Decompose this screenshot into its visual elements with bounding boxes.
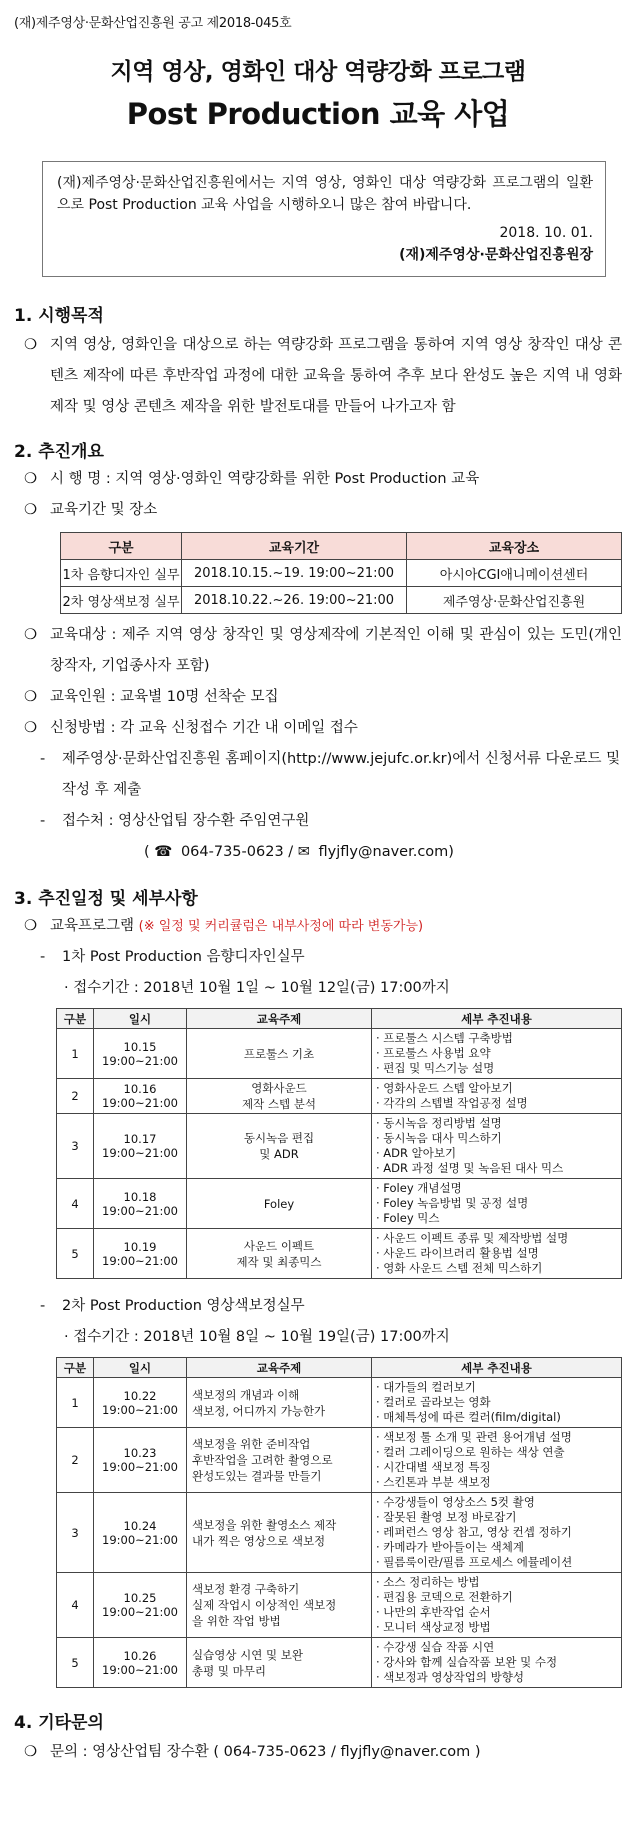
row-details xyxy=(372,1428,622,1493)
row-topic xyxy=(187,1493,372,1573)
row-time: 19:00~21:00 xyxy=(102,1532,178,1547)
detail-line: · 컬러로 골라보는 영화 xyxy=(376,1395,491,1409)
table-cell: 2018.10.22.~26. 19:00~21:00 xyxy=(182,587,407,614)
apply-text: 신청방법 : 각 교육 신청접수 기간 내 이메일 접수 xyxy=(50,720,358,736)
dash-marker: - xyxy=(40,1298,46,1314)
detail-line: · 대가들의 컬러보기 xyxy=(376,1380,476,1394)
row-topic xyxy=(187,1179,372,1229)
table-header: 교육기간 xyxy=(182,533,407,560)
course-1-title: 1차 Post Production 음향디자인실무 xyxy=(62,949,305,965)
row-number: 1 xyxy=(57,1029,94,1079)
topic-line: 동시녹음 편집 xyxy=(243,1131,315,1145)
detail-line: · 모니터 색상교정 방법 xyxy=(376,1620,491,1634)
table-header: 구분 xyxy=(57,1009,94,1029)
row-details xyxy=(372,1114,622,1179)
detail-line: · 프로툴스 사용법 요약 xyxy=(376,1046,491,1060)
table-cell: 2차 영상색보정 실무 xyxy=(61,587,182,614)
apply-contact-text: 접수처 : 영상산업팀 장수환 주임연구원 xyxy=(62,813,310,829)
row-datetime xyxy=(94,1029,187,1079)
program-note: (※ 일정 및 커리큘럼은 내부사정에 따라 변동가능) xyxy=(138,919,424,934)
row-details xyxy=(372,1079,622,1114)
phone-icon: ☎ xyxy=(154,844,173,860)
separator: / xyxy=(288,844,294,860)
bullet-circle: ❍ xyxy=(24,689,37,705)
row-datetime xyxy=(94,1229,187,1279)
table-row xyxy=(57,1079,622,1114)
row-topic xyxy=(187,1079,372,1114)
row-time: 19:00~21:00 xyxy=(102,1605,178,1619)
table-cell: 1차 음향디자인 실무 xyxy=(61,560,182,587)
table-row xyxy=(57,1029,622,1079)
row-datetime xyxy=(94,1179,187,1229)
detail-line: · 프로툴스 시스템 구축방법 xyxy=(376,1031,513,1045)
row-number: 1 xyxy=(57,1378,94,1428)
section-1-bullet xyxy=(24,330,622,423)
detail-line: · 스킨톤과 부분 색보정 xyxy=(376,1475,491,1489)
row-topic xyxy=(187,1573,372,1638)
table-header: 구분 xyxy=(57,1358,94,1378)
detail-line: · 동시녹음 정리방법 설명 xyxy=(376,1116,502,1130)
table-row xyxy=(57,1378,622,1428)
bullet-circle: ❍ xyxy=(24,918,37,934)
intro-text: (재)제주영상·문화산업진흥원에서는 지역 영상, 영화인 대상 역량강화 프로그램의 일환으로 Post Production 교육 사업을 시행하오니 많은 참여 바랍니다. xyxy=(57,175,593,213)
email-address[interactable]: flyjfly@naver.com xyxy=(318,844,449,860)
row-details xyxy=(372,1229,622,1279)
row-datetime xyxy=(94,1079,187,1114)
program-name: 시 행 명 : 지역 영상·영화인 역량강화를 위한 Post Production 교육 xyxy=(50,471,480,487)
course-2-body xyxy=(57,1378,622,1688)
section-3-title: 3. 추진일정 및 세부사항 xyxy=(14,889,198,909)
detail-line: · 영화 사운드 스템 전체 믹스하기 xyxy=(376,1261,543,1275)
row-details xyxy=(372,1638,622,1688)
topic-line: 영화사운드 xyxy=(251,1081,307,1095)
row-datetime xyxy=(94,1493,187,1573)
intro-date: 2018. 10. 01. xyxy=(499,225,593,241)
topic-line: 색보정 환경 구축하기 xyxy=(192,1582,300,1596)
mail-icon: ✉ xyxy=(297,844,310,860)
topic-line: 색보정을 위한 촬영소스 제작 xyxy=(192,1517,337,1532)
topic-line: Foley xyxy=(263,1196,295,1211)
notice-number: (재)제주영상·문화산업진흥원 공고 제2018-045호 xyxy=(14,16,292,31)
dash-marker: - xyxy=(40,751,46,767)
topic-line: 제작 및 최종믹스 xyxy=(236,1254,322,1269)
row-topic xyxy=(187,1029,372,1079)
intro-org: (재)제주영상·문화산업진흥원장 xyxy=(399,247,593,263)
title-line-1: 지역 영상, 영화인 대상 역량강화 프로그램 xyxy=(110,59,526,85)
paren-close: ) xyxy=(448,844,454,860)
bullet-circle: ❍ xyxy=(24,720,37,736)
topic-line: 색보정, 어디까지 가능한가 xyxy=(192,1403,326,1418)
apply-item xyxy=(24,713,622,744)
detail-line: · Foley 믹스 xyxy=(376,1211,440,1225)
row-datetime xyxy=(94,1638,187,1688)
table-row xyxy=(57,1229,622,1279)
course-2-title: 2차 Post Production 영상색보정실무 xyxy=(62,1298,305,1314)
detail-line: · 수강생들이 영상소스 5컷 촬영 xyxy=(376,1495,535,1509)
detail-line: · 사운드 이펙트 종류 및 제작방법 설명 xyxy=(376,1231,569,1245)
topic-line: 제작 스텝 분석 xyxy=(242,1097,316,1111)
row-datetime xyxy=(94,1378,187,1428)
capacity-text: 교육인원 : 교육별 10명 선착순 모집 xyxy=(50,689,279,705)
detail-line: · Foley 녹음방법 및 공정 설명 xyxy=(376,1196,529,1210)
row-details xyxy=(372,1493,622,1573)
topic-line: 실제 작업시 이상적인 색보정 xyxy=(192,1598,337,1612)
table-header: 교육주제 xyxy=(187,1358,372,1378)
course-1-table xyxy=(56,1008,622,1279)
contact-line xyxy=(144,837,622,868)
row-datetime xyxy=(94,1428,187,1493)
row-topic xyxy=(187,1428,372,1493)
table-row xyxy=(57,1638,622,1688)
topic-line: 총평 및 마무리 xyxy=(192,1663,266,1678)
section-4-title: 4. 기타문의 xyxy=(14,1713,104,1733)
row-datetime xyxy=(94,1573,187,1638)
section-2-title: 2. 추진개요 xyxy=(14,442,104,462)
purpose-text: 지역 영상, 영화인을 대상으로 하는 역량강화 프로그램을 통하여 지역 영상 창작인 대상 콘텐츠 제작에 따른 후반작업 과정에 대한 교육을 통하여 추후 보다 완성도 높은 지역 내 영화 제작 및 영상 콘텐츠 제작을 위한 발전토대를 만들어 나가고자 함 xyxy=(50,337,622,415)
detail-line: · 필름룩이란/필름 프로세스 에뮬레이션 xyxy=(376,1555,573,1569)
row-date: 10.26 xyxy=(123,1648,157,1663)
apply-website-text: 제주영상·문화산업진흥원 홈페이지(http://www.jejufc.or.kr)에서 신청서류 다운로드 및 작성 후 제출 xyxy=(62,751,621,798)
table-row xyxy=(57,1114,622,1179)
topic-line: 후반작업을 고려한 촬영으로 xyxy=(192,1453,333,1467)
program-name-item xyxy=(24,464,622,495)
detail-line: · 편집용 코덱으로 전환하기 xyxy=(376,1590,513,1604)
detail-line: · ADR 알아보기 xyxy=(376,1146,457,1160)
row-time: 19:00~21:00 xyxy=(102,1662,178,1677)
row-topic xyxy=(187,1638,372,1688)
row-date: 10.24 xyxy=(123,1518,157,1533)
topic-line: 색보정을 위한 준비작업 xyxy=(192,1437,311,1451)
bullet-circle: ❍ xyxy=(24,471,37,487)
table-header: 세부 추진내용 xyxy=(372,1009,622,1029)
row-time: 19:00~21:00 xyxy=(102,1402,178,1417)
detail-line: · 매체특성에 따른 컬러(film/digital) xyxy=(376,1410,561,1424)
table-row xyxy=(61,560,622,587)
course-1-title-row xyxy=(40,942,622,973)
phone-number: 064-735-0623 xyxy=(180,844,284,860)
row-details xyxy=(372,1573,622,1638)
table-row xyxy=(61,587,622,614)
detail-line: · 나만의 후반작업 순서 xyxy=(376,1605,491,1619)
period-place-item xyxy=(24,495,622,526)
section-1-title: 1. 시행목적 xyxy=(14,306,104,326)
dash-marker: - xyxy=(40,813,46,829)
detail-line: · 색보정 툴 소개 및 관련 용어개념 설명 xyxy=(376,1430,572,1444)
topic-line: 완성도있는 결과물 만들기 xyxy=(192,1469,322,1483)
table-row xyxy=(57,1573,622,1638)
table-header-row xyxy=(61,533,622,560)
row-time: 19:00~21:00 xyxy=(102,1146,178,1160)
detail-line: · 영화사운드 스텝 알아보기 xyxy=(376,1081,513,1095)
row-number: 5 xyxy=(57,1229,94,1279)
course-1-period: · 접수기간 : 2018년 10월 1일 ~ 10월 12일(금) 17:00까지 xyxy=(64,980,450,996)
detail-line: · 수강생 실습 작품 시연 xyxy=(376,1640,495,1654)
target-item xyxy=(24,620,622,682)
row-time: 19:00~21:00 xyxy=(102,1203,178,1218)
table-row xyxy=(57,1493,622,1573)
capacity-item xyxy=(24,682,622,713)
table-header-row xyxy=(57,1009,622,1029)
table-header: 일시 xyxy=(94,1009,187,1029)
course-2-table xyxy=(56,1357,622,1688)
table-cell: 2018.10.15.~19. 19:00~21:00 xyxy=(182,560,407,587)
detail-line: · 레퍼런스 영상 참고, 영상 컨셉 정하기 xyxy=(376,1525,572,1539)
bullet-circle: ❍ xyxy=(24,1744,37,1760)
inquiry-text: 문의 : 영상산업팀 장수환 ( 064-735-0623 / flyjfly@naver.com ) xyxy=(50,1744,481,1760)
row-time: 19:00~21:00 xyxy=(102,1053,178,1068)
topic-line: 색보정의 개념과 이해 xyxy=(192,1387,300,1402)
row-time: 19:00~21:00 xyxy=(102,1096,178,1110)
detail-line: · 색보정과 영상작업의 방향성 xyxy=(376,1670,524,1684)
detail-line: · Foley 개념설명 xyxy=(376,1181,462,1195)
program-label-wrap xyxy=(50,911,622,942)
row-number: 3 xyxy=(57,1114,94,1179)
topic-line: 내가 찍은 영상으로 색보정 xyxy=(192,1533,326,1548)
table-header: 세부 추진내용 xyxy=(372,1358,622,1378)
dash-marker: - xyxy=(40,949,46,965)
row-date: 10.22 xyxy=(123,1388,157,1403)
detail-line: · 편집 및 믹스기능 설명 xyxy=(376,1061,495,1075)
course-2-period: · 접수기간 : 2018년 10월 8일 ~ 10월 19일(금) 17:00까지 xyxy=(64,1329,450,1345)
row-number: 2 xyxy=(57,1428,94,1493)
row-date: 10.18 xyxy=(123,1189,157,1204)
row-date: 10.15 xyxy=(123,1039,157,1054)
row-number: 2 xyxy=(57,1079,94,1114)
row-datetime xyxy=(94,1114,187,1179)
detail-line: · ADR 과정 설명 및 녹음된 대사 믹스 xyxy=(376,1161,564,1175)
table-cell: 제주영상·문화산업진흥원 xyxy=(407,587,622,614)
target-text: 교육대상 : 제주 지역 영상 창작인 및 영상제작에 기본적인 이해 및 관심이 있는 도민(개인창작자, 기업종사자 포함) xyxy=(50,627,622,674)
bullet-circle: ❍ xyxy=(24,627,37,643)
intro-box xyxy=(42,161,606,277)
row-date: 10.23 xyxy=(123,1446,157,1460)
table-row xyxy=(57,1428,622,1493)
topic-line: 실습영상 시연 및 보완 xyxy=(192,1647,303,1662)
detail-line: · 소스 정리하는 방법 xyxy=(376,1575,480,1589)
bullet-circle: ❍ xyxy=(24,502,37,518)
detail-line: · 시간대별 색보정 특징 xyxy=(376,1460,491,1474)
table-header: 교육장소 xyxy=(407,533,622,560)
row-time: 19:00~21:00 xyxy=(102,1460,178,1474)
table-header-row xyxy=(57,1358,622,1378)
row-number: 5 xyxy=(57,1638,94,1688)
row-date: 10.17 xyxy=(123,1132,157,1146)
row-date: 10.19 xyxy=(123,1239,157,1254)
table-header: 구분 xyxy=(61,533,182,560)
schedule-table xyxy=(60,532,622,614)
apply-dash-1 xyxy=(40,744,622,806)
row-details xyxy=(372,1378,622,1428)
course-1-body xyxy=(57,1029,622,1279)
row-time: 19:00~21:00 xyxy=(102,1253,178,1268)
row-date: 10.16 xyxy=(123,1082,157,1096)
detail-line: · 동시녹음 대사 믹스하기 xyxy=(376,1131,502,1145)
row-details xyxy=(372,1179,622,1229)
program-item xyxy=(24,911,622,942)
row-topic xyxy=(187,1229,372,1279)
table-row xyxy=(57,1179,622,1229)
table-header: 일시 xyxy=(94,1358,187,1378)
detail-line: · 강사와 함께 실습작품 보완 및 수정 xyxy=(376,1655,558,1669)
row-number: 4 xyxy=(57,1573,94,1638)
row-topic xyxy=(187,1114,372,1179)
row-number: 3 xyxy=(57,1493,94,1573)
inquiry-item xyxy=(24,1737,622,1768)
detail-line: · 잘못된 촬영 보정 바로잡기 xyxy=(376,1510,517,1524)
paren-open: ( xyxy=(144,844,150,860)
row-topic xyxy=(187,1378,372,1428)
topic-line: 을 위한 작업 방법 xyxy=(192,1614,281,1628)
detail-line: · 컬러 그레이딩으로 원하는 색상 연출 xyxy=(376,1445,565,1459)
row-details xyxy=(372,1029,622,1079)
topic-line: 및 ADR xyxy=(259,1147,299,1161)
detail-line: · 사운드 라이브러리 활용법 설명 xyxy=(376,1246,539,1260)
table-cell: 아시아CGI애니메이션센터 xyxy=(407,560,622,587)
detail-line: · 각각의 스텝별 작업공정 설명 xyxy=(376,1096,528,1110)
row-date: 10.25 xyxy=(123,1591,157,1605)
program-label: 교육프로그램 xyxy=(50,918,135,934)
detail-line: · 카메라가 받아들이는 색체계 xyxy=(376,1540,524,1554)
table-header: 교육주제 xyxy=(187,1009,372,1029)
apply-dash-2 xyxy=(40,806,622,837)
bullet-circle: ❍ xyxy=(24,337,37,353)
topic-line: 사운드 이펙트 xyxy=(243,1238,315,1253)
course-2-title-row xyxy=(40,1291,622,1322)
title-line-2: Post Production 교육 사업 xyxy=(126,97,510,131)
topic-line: 프로툴스 기초 xyxy=(243,1046,315,1061)
row-number: 4 xyxy=(57,1179,94,1229)
period-place-label: 교육기간 및 장소 xyxy=(50,502,158,518)
